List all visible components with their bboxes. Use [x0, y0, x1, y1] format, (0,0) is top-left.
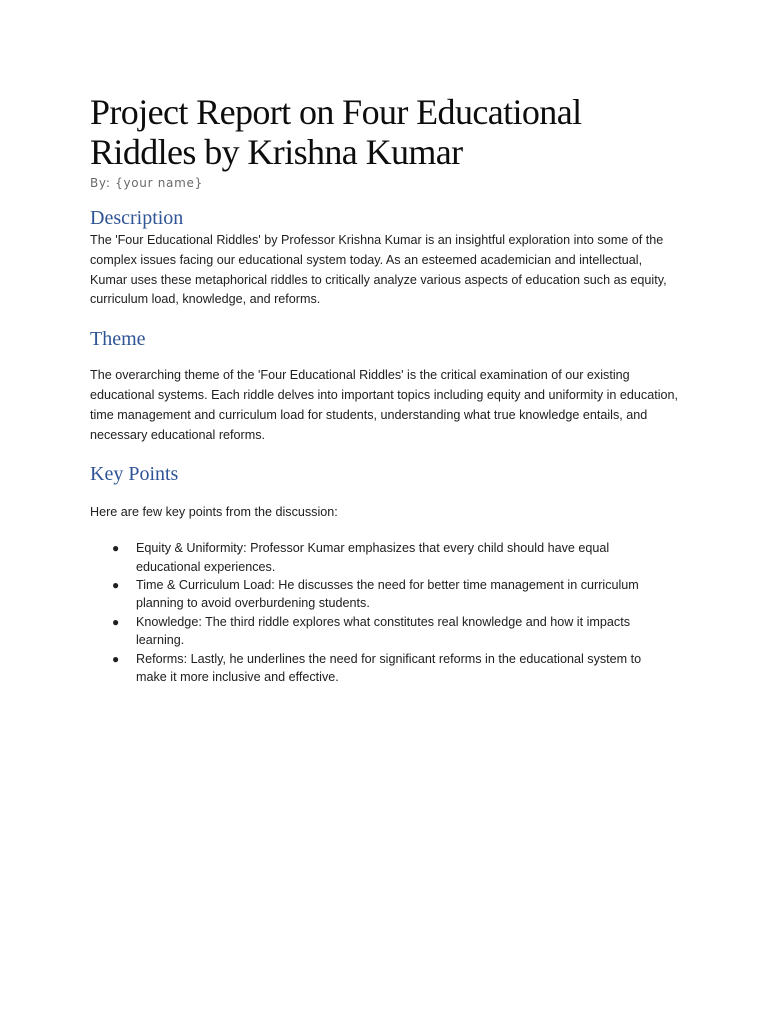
bullet-icon: ● [112, 651, 120, 666]
bullet-icon: ● [112, 614, 120, 629]
description-paragraph: The 'Four Educational Riddles' by Professor Krishna Kumar is an insightful exploration into some of the complex issues facing our educational system today. As an esteemed academician and intellectual, Kumar uses these metaphorical riddles to critically analyze various aspects of education such as equity, curriculum load, knowledge, and reforms. [90, 233, 667, 307]
key-points-list [90, 539, 680, 686]
key-points-heading: Key Points [90, 463, 179, 486]
key-point-text: Equity & Uniformity: Professor Kumar emphasizes that every child should have equal educational experiences. [136, 541, 610, 574]
theme-paragraph: The overarching theme of the 'Four Educational Riddles' is the critical examination of our existing educational systems. Each riddle delves into important topics including equity and uniformity in education, time management and curriculum load for students, understanding what true knowledge entails, and necessary educational reforms. [90, 368, 679, 442]
key-point-text: Time & Curriculum Load: He discusses the need for better time management in curriculum planning to avoid overburdening students. [136, 577, 639, 611]
key-point-item [90, 650, 672, 687]
bullet-icon: ● [112, 541, 120, 556]
key-points-intro: Here are few key points from the discussion: [90, 505, 338, 520]
key-point-item [90, 613, 672, 650]
document-title: Project Report on Four Educational Riddles by Krishna Kumar [90, 92, 582, 172]
description-heading: Description [90, 207, 184, 229]
key-point-item [90, 539, 672, 576]
key-point-item [90, 576, 672, 613]
document-byline: By: {your name} [90, 176, 203, 190]
document-page [90, 92, 680, 686]
key-point-text: Knowledge: The third riddle explores what constitutes real knowledge and how it impacts learning. [136, 614, 630, 648]
bullet-icon: ● [112, 577, 120, 592]
theme-heading: Theme [90, 328, 146, 351]
key-point-text: Reforms: Lastly, he underlines the need for significant reforms in the educational system to make it more inclusive and effective. [136, 651, 642, 685]
